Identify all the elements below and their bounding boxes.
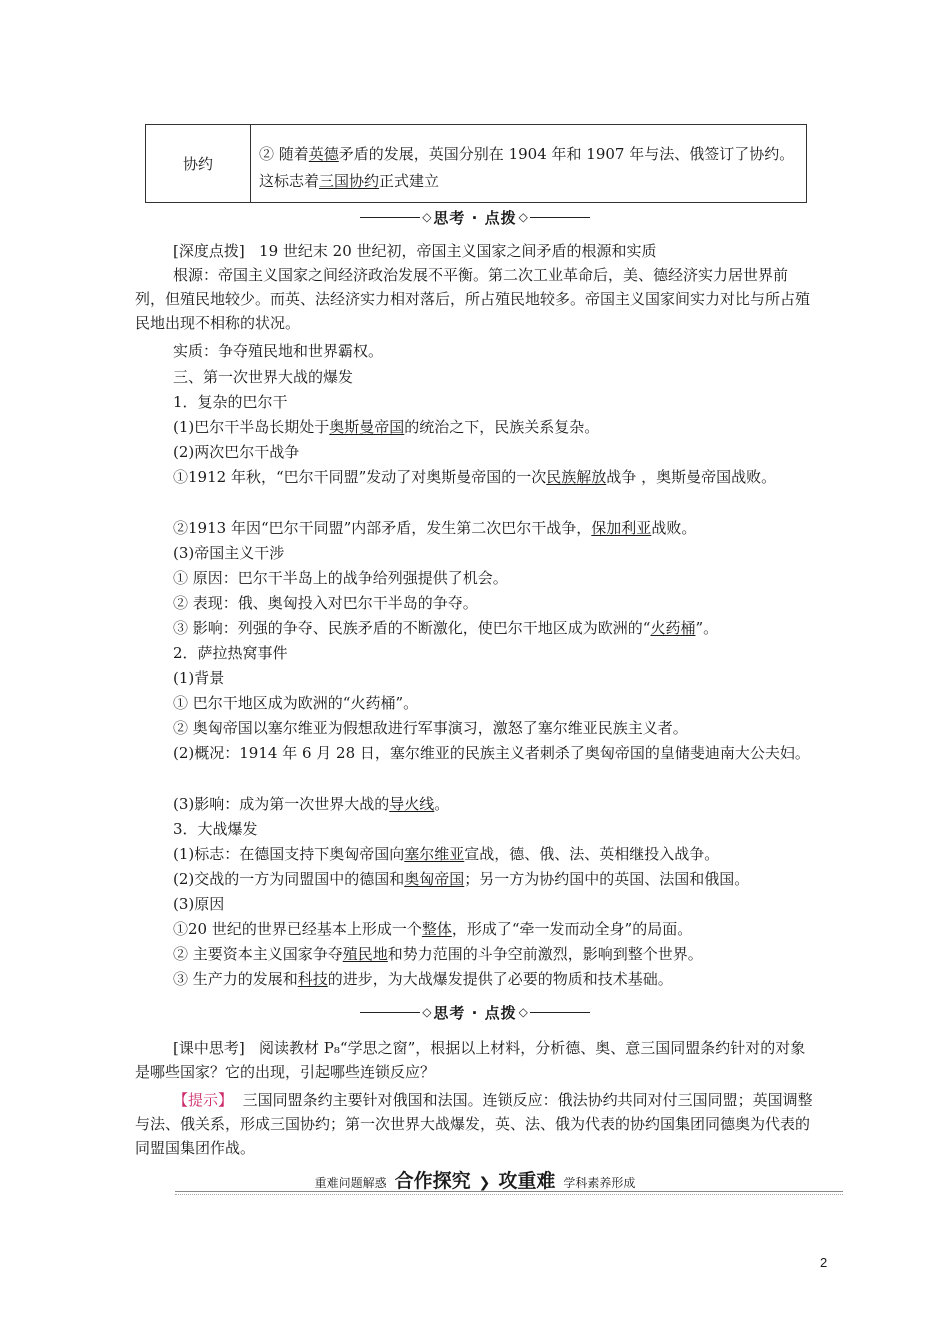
banner-right: 学科素养形成 [563, 1176, 636, 1190]
list-item: (3)帝国主义干涉 [173, 544, 285, 562]
table-text: ② 随着 [259, 145, 309, 163]
subheading-balkans: 1．复杂的巴尔干 [173, 393, 288, 411]
list-item: (1)背景 [173, 669, 225, 687]
list-item: ① 巴尔干地区成为欧洲的“火药桶”。 [173, 694, 419, 712]
table-label-cell: 协约 [146, 125, 251, 202]
subheading-outbreak: 3．大战爆发 [173, 820, 258, 838]
deep-analysis-heading [173, 240, 657, 262]
think-question [135, 1036, 815, 1084]
list-item: (1)巴尔干半岛长期处于奥斯曼帝国的统治之下，民族关系复杂。 [173, 418, 600, 436]
list-item: ① 原因：巴尔干半岛上的战争给列强提供了机会。 [173, 569, 508, 587]
banner-arrow-icon: ❯ [478, 1175, 491, 1191]
list-item: (2)两次巴尔干战争 [173, 443, 300, 461]
section-heading-3: 三、第一次世界大战的爆发 [173, 368, 354, 386]
think-body: 阅读教材 P₈“学思之窗”，根据以上材料，分析德、奥、意三国同盟条约针对的对象是哪些国家？它的出现，引起哪些连锁反应？ [135, 1039, 806, 1081]
list-item: (2)概况：1914 年 6 月 28 日，塞尔维亚的民族主义者刺杀了奥匈帝国的皇储斐迪南大公夫妇。 [173, 744, 810, 762]
table-content-cell [251, 125, 806, 202]
list-item: ①20 世纪的世界已经基本上形成一个整体，形成了“牵一发而动全身”的局面。 [173, 920, 693, 938]
section-divider-think-2 [0, 1000, 950, 1024]
section-title: 思考 · 点拨 [433, 208, 517, 227]
diamond-icon: ◇ [518, 210, 528, 224]
section-title: 思考 · 点拨 [433, 1003, 517, 1022]
table-underline: 三国协约 [319, 172, 380, 190]
banner-main-2: 攻重难 [498, 1170, 556, 1192]
root-cause-paragraph: 根源：帝国主义国家之间经济政治发展不平衡。第二次工业革命后，美、德经济实力居世界前列，但殖民地较少。而英、法经济实力相对落后，所占殖民地较多。帝国主义国家间实力对比与所占殖民地出现不相称的状况。 [135, 266, 811, 332]
diamond-icon: ◇ [422, 210, 432, 224]
footer-divider-dotted [175, 1194, 843, 1195]
list-item: ①1912 年秋，“巴尔干同盟”发动了对奥斯曼帝国的一次民族解放战争 ，奥斯曼帝国战败。 [173, 468, 777, 486]
list-item: ② 奥匈帝国以塞尔维亚为假想敌进行军事演习，激怒了塞尔维亚民族主义者。 [173, 719, 688, 737]
alliance-table [145, 124, 807, 203]
essence-line: 实质：争夺殖民地和世界霸权。 [173, 342, 384, 360]
think-head-label: [课中思考] [173, 1039, 245, 1057]
footer-banner [0, 1166, 950, 1193]
list-item: (3)影响：成为第一次世界大战的导火线。 [173, 795, 450, 813]
table-text: 矛盾的发展，英国分别在 1904 年和 1907 年与法、俄签订了协约。这标志着 [259, 145, 795, 190]
table-underline: 英德 [308, 145, 339, 163]
list-item: ② 主要资本主义国家争夺殖民地和势力范围的斗争空前激烈，影响到整个世界。 [173, 945, 703, 963]
hint-body: 三国同盟条约主要针对俄国和法国。连锁反应：俄法协约共同对付三国同盟；英国调整与法、俄关系，形成三国协约；第一次世界大战爆发，英、法、俄为代表的协约国集团同德奥为代表的同盟国集团作战。 [135, 1091, 813, 1157]
page-number: 2 [820, 1255, 828, 1270]
table-text: 正式建立 [379, 172, 440, 190]
banner-left: 重难问题解惑 [314, 1176, 387, 1190]
list-item: ②1913 年因“巴尔干同盟”内部矛盾，发生第二次巴尔干战争，保加利亚战败。 [173, 519, 697, 537]
deep-head-label: [深度点拨] [173, 242, 245, 260]
footer-divider [175, 1191, 843, 1192]
list-item: (1)标志：在德国支持下奥匈帝国向塞尔维亚宣战，德、俄、法、英相继投入战争。 [173, 845, 720, 863]
list-item: ③ 影响：列强的争夺、民族矛盾的不断激化，使巴尔干地区成为欧洲的“火药桶”。 [173, 619, 719, 637]
deep-head-text: 19 世纪末 20 世纪初，帝国主义国家之间矛盾的根源和实质 [259, 242, 657, 260]
section-divider-think [0, 205, 950, 229]
diamond-icon: ◇ [422, 1005, 432, 1019]
banner-main-1: 合作探究 [394, 1170, 471, 1192]
list-item: ② 表现：俄、奥匈投入对巴尔干半岛的争夺。 [173, 594, 478, 612]
hint-paragraph [135, 1088, 815, 1160]
list-item: ③ 生产力的发展和科技的进步，为大战爆发提供了必要的物质和技术基础。 [173, 970, 673, 988]
hint-label: 【提示】 [173, 1091, 234, 1109]
list-item: (3)原因 [173, 895, 225, 913]
diamond-icon: ◇ [518, 1005, 528, 1019]
subheading-sarajevo: 2．萨拉热窝事件 [173, 644, 288, 662]
list-item: (2)交战的一方为同盟国中的德国和奥匈帝国；另一方为协约国中的英国、法国和俄国。 [173, 870, 750, 888]
